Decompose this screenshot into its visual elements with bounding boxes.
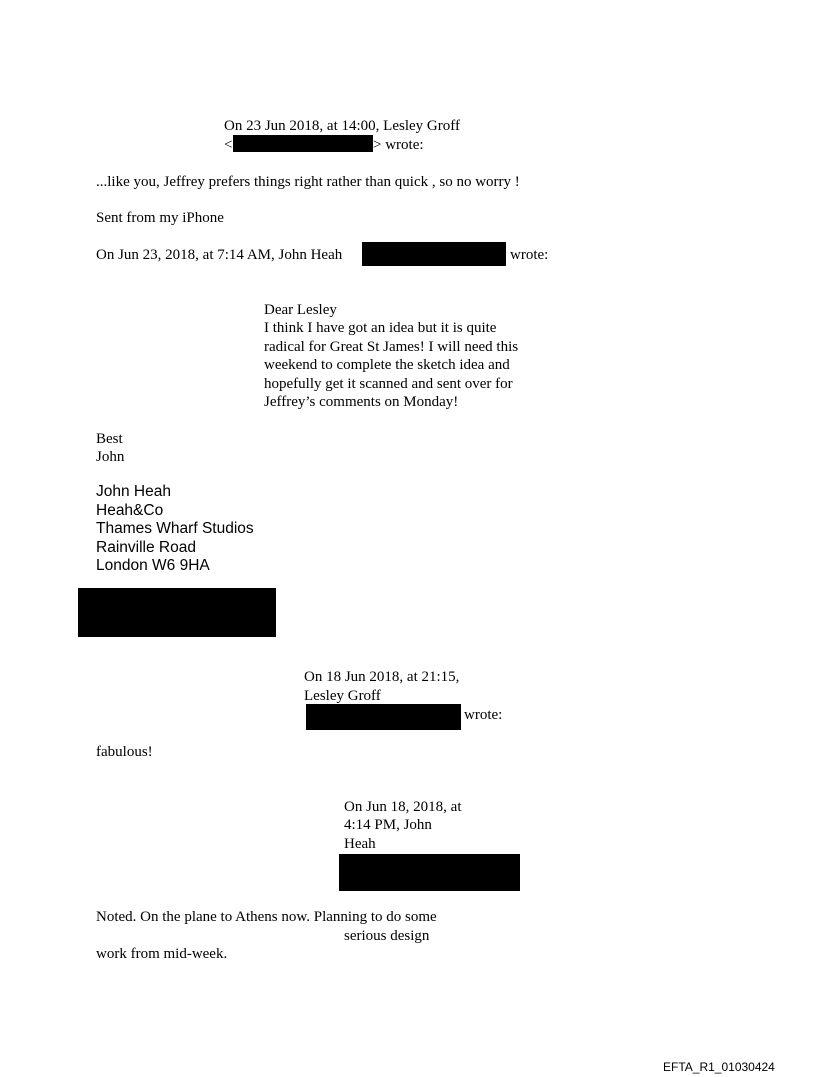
message-text: ...like you, Jeffrey prefers things right rather than quick , so no worry ! [96, 174, 520, 190]
header1-wrote: > wrote: [373, 137, 424, 153]
letter-line: radical for Great St James! I will need this [264, 339, 519, 355]
address-line: Rainville Road [96, 539, 196, 556]
header4-line2: 4:14 PM, John [344, 817, 432, 833]
address-line: Heah&Co [96, 502, 164, 519]
header3-line1: On 18 Jun 2018, at 21:15, [304, 669, 460, 685]
letter-line: weekend to complete the sketch idea and [264, 357, 510, 373]
header3-line2: Lesley Groff [304, 688, 381, 704]
letter-line: I think I have got an idea but it is quite [264, 320, 497, 336]
message-text: serious design [344, 928, 430, 944]
header2-prefix: On Jun 23, 2018, at 7:14 AM, John Heah [96, 247, 343, 263]
redaction-box [306, 704, 461, 730]
header1-line1: On 23 Jun 2018, at 14:00, Lesley Groff [224, 118, 460, 134]
letter-line: Dear Lesley [264, 302, 337, 318]
header4-line1: On Jun 18, 2018, at [344, 799, 462, 815]
message-text: fabulous! [96, 744, 153, 760]
redaction-box [233, 135, 373, 152]
message-text: work from mid-week. [96, 946, 228, 962]
signoff-line: Best [96, 431, 123, 447]
iphone-signature: Sent from my iPhone [96, 210, 224, 226]
redaction-box [339, 854, 520, 891]
letter-line: Jeffrey’s comments on Monday! [264, 394, 459, 410]
address-line: Thames Wharf Studios [96, 520, 254, 537]
redaction-box [78, 588, 276, 637]
address-line: John Heah [96, 483, 171, 500]
document-id: EFTA_R1_01030424 [663, 1060, 775, 1074]
message-text: Noted. On the plane to Athens now. Planning to do some [96, 909, 437, 925]
header3-wrote: wrote: [464, 707, 503, 723]
address-line: London W6 9HA [96, 557, 210, 574]
signoff-line: John [96, 449, 125, 465]
header1-bracket-open: < [224, 137, 233, 153]
redaction-box [362, 242, 506, 266]
header2-wrote: wrote: [510, 247, 549, 263]
letter-line: hopefully get it scanned and sent over for [264, 376, 513, 392]
header4-line3: Heah [344, 836, 376, 852]
